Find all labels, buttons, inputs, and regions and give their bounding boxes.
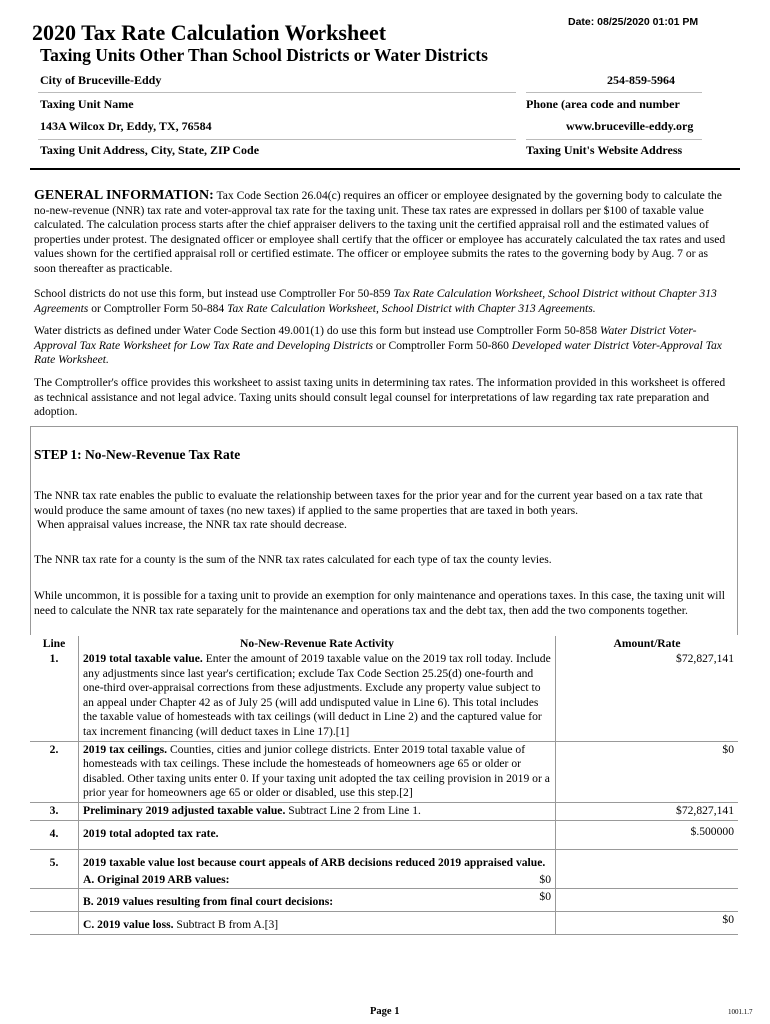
line5a-amount[interactable]: $0: [507, 872, 556, 889]
table-row: 5. 2019 taxable value lost because court appeals of ARB decisions reduced 2019 appraised value.: [30, 850, 738, 872]
unit-name-label: Taxing Unit Name: [40, 97, 134, 111]
line5c-amount[interactable]: $0: [556, 911, 739, 934]
table-row: 4. 2019 total adopted tax rate. $.500000: [30, 820, 738, 850]
line1-amount[interactable]: $72,827,141: [556, 651, 739, 741]
line2-amount[interactable]: $0: [556, 741, 739, 802]
table-row: 1. 2019 total taxable value. Enter the amount of 2019 taxable value on the 2019 tax roll today. Include any adjustments since last year's certification; exclude Tax Code Section 25.25(d) one-fourth and one-third over-appraisal corrections from these adjustments. Exclude any property value subject to an appeal under Chapter 42 as of July 25 (will add undisputed value in Line 6). This total includes the taxable value of homesteads with tax ceilings (will deduct in Line 2) and the captured value for tax increment financing (will deduct taxes in Line 17).[1] $72,827,141: [30, 651, 738, 741]
table-row: A. Original 2019 ARB values: $0: [30, 872, 738, 889]
step1-paragraph-1: The NNR tax rate enables the public to evaluate the relationship between taxes for the prior year and for the current year based on a tax rate that would produce the same amount of taxes (no new taxes) if applied to the same properties that are taxed in both years. When appraisal values increase, the NNR tax rate should decrease.: [34, 489, 703, 532]
general-text: Tax Code Section 26.04(c) requires an officer or employee designated by the governing body to calculate the no-new-revenue (NNR) tax rate and voter-approval tax rate for the taxing unit. These tax rates are expressed in dollars per $100 of taxable value calculated. The calculation process starts after the chief appraiser delivers to the taxing unit the certified appraisal roll and the estimated values of properties under protest. The designated officer or employee shall certify that the officer or employee has accurately calculated the tax rates and used values shown for the certified appraisal roll or certified estimate. The officer or employee submits the rates to the governing body by Aug. 7 or as soon thereafter as practicable.: [34, 189, 726, 275]
table-row: C. 2019 value loss. Subtract B from A.[3] $0: [30, 911, 738, 934]
table-header-row: [30, 636, 738, 651]
school-districts-note: School districts do not use this form, but instead use Comptroller For 50-859 Tax Rate Calculation Worksheet, School District without Chapter 313 Agreements or Comptroller Form 50-884 Tax Rate Calculation Worksheet, School District with Chapter 313 Agreements.: [34, 287, 717, 315]
page-number: Page 1: [370, 1006, 400, 1017]
phone-label: Phone (area code and number: [526, 97, 680, 111]
table-row: 3. Preliminary 2019 adjusted taxable value. Subtract Line 2 from Line 1. $72,827,141: [30, 802, 738, 820]
general-heading: GENERAL INFORMATION:: [34, 188, 214, 203]
line5b-amount[interactable]: $0: [507, 889, 556, 912]
nnr-rate-table: [30, 636, 738, 935]
col-line-header: Line: [30, 636, 79, 651]
water-districts-note: Water districts as defined under Water Code Section 49.001(1) do use this form but instead use Comptroller Form 50-858 Water District Voter-Approval Tax Rate Worksheet for Low Tax Rate and Developing Districts or Comptroller Form 50-860 Developed water District Voter-Approval Tax Rate Worksheet.: [34, 324, 722, 367]
comptroller-note: The Comptroller's office provides this worksheet to assist taxing units in determining tax rates. The information provided in this worksheet is offered as technical assistance and not legal advice. Taxing units should consult legal counsel for interpretations of law regarding tax rate preparation and adoption.: [34, 376, 726, 419]
form-title: 2020 Tax Rate Calculation Worksheet: [32, 20, 387, 45]
unit-name-value[interactable]: City of Bruceville-Eddy: [40, 73, 162, 87]
step1-title: STEP 1: No-New-Revenue Tax Rate: [34, 447, 241, 462]
step1-paragraph-3: While uncommon, it is possible for a taxing unit to provide an exemption for only maintenance and operations taxes. In this case, the taxing unit will need to calculate the NNR tax rate separately for the maintenance and operations tax and the debt tax, then add the two components together.: [34, 589, 725, 617]
address-label: Taxing Unit Address, City, State, ZIP Code: [40, 143, 260, 157]
col-activity-header: No-New-Revenue Rate Activity: [240, 637, 394, 650]
general-information: [34, 189, 728, 277]
col-amount-header: Amount/Rate: [556, 636, 739, 651]
website-label: Taxing Unit's Website Address: [526, 143, 683, 157]
phone-value[interactable]: 254-859-5964: [607, 73, 675, 87]
step1-paragraph-2: The NNR tax rate for a county is the sum of the NNR tax rates calculated for each type of tax the county levies.: [34, 553, 552, 566]
form-subtitle: Taxing Units Other Than School Districts or Water Districts: [40, 45, 488, 65]
line3-amount[interactable]: $72,827,141: [556, 802, 739, 820]
line4-amount[interactable]: $.500000: [556, 820, 739, 850]
table-row: 2. 2019 tax ceilings. Counties, cities and junior college districts. Enter 2019 total taxable value of homesteads with tax ceilings. These include the homesteads of homeowners age 65 or older or disabled. Other taxing units enter 0. If your taxing unit adopted the tax ceiling provision in 2019 or a prior year for homeowners age 65 or older or disabled, use this step.[2] $0: [30, 741, 738, 802]
print-date: Date: 08/25/2020 01:01 PM: [568, 16, 699, 28]
address-value[interactable]: 143A Wilcox Dr, Eddy, TX, 76584: [40, 119, 212, 133]
form-code: 1001.1.7: [728, 1008, 753, 1016]
table-row: B. 2019 values resulting from final court decisions: $0: [30, 889, 738, 912]
website-value[interactable]: www.bruceville-eddy.org: [566, 119, 694, 133]
